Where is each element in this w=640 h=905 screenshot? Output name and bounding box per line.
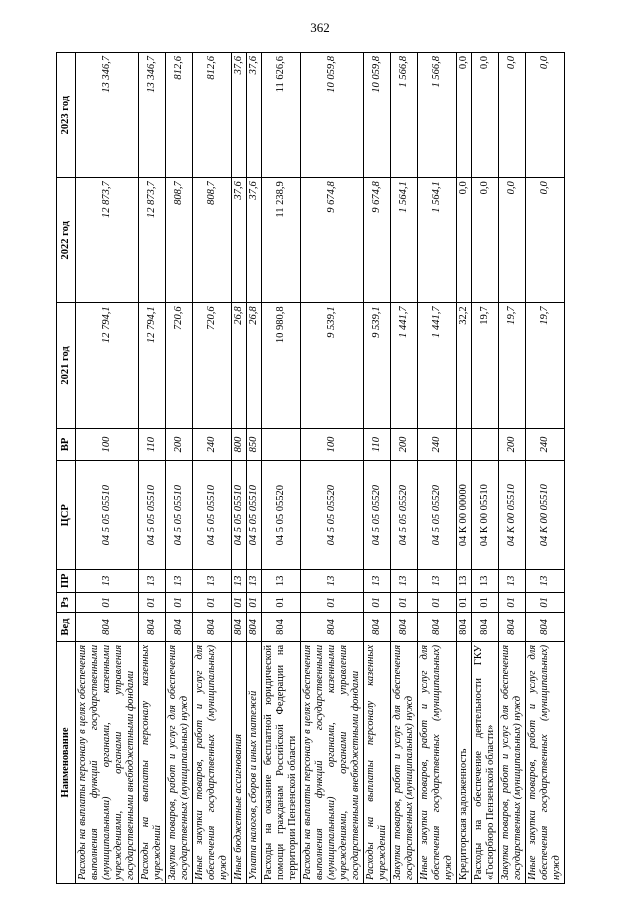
cell-vr: 800: [232, 428, 247, 461]
cell-vr: 240: [526, 428, 565, 461]
header-name: Наименование: [57, 641, 76, 883]
table-row: [364, 53, 391, 884]
cell-2023: 812,6: [166, 53, 193, 178]
cell-rz: 01: [301, 592, 364, 613]
cell-ved: 804: [472, 613, 499, 642]
table-row: [391, 53, 418, 884]
cell-2022: 9 674,8: [364, 178, 391, 303]
cell-ved: 804: [247, 613, 262, 642]
cell-pr: 13: [193, 570, 232, 593]
table-row: [526, 53, 565, 884]
cell-csr: 04 5 05 05520: [301, 461, 364, 570]
cell-rz: 01: [472, 592, 499, 613]
cell-pr: 13: [247, 570, 262, 593]
cell-name: Кредиторская задолженность: [457, 641, 472, 883]
cell-2021: 9 539,1: [301, 303, 364, 428]
cell-2022: 9 674,8: [301, 178, 364, 303]
header-ved: Вед: [57, 613, 76, 642]
cell-2023: 1 566,8: [418, 53, 457, 178]
cell-pr: 13: [166, 570, 193, 593]
budget-table: [56, 52, 565, 884]
cell-2022: 11 238,9: [262, 178, 301, 303]
cell-vr: 100: [76, 428, 139, 461]
cell-2022: 1 564,1: [391, 178, 418, 303]
cell-rz: 01: [166, 592, 193, 613]
cell-2023: 13 346,7: [139, 53, 166, 178]
cell-csr: 04 5 05 05520: [391, 461, 418, 570]
cell-csr: 04 5 05 05510: [193, 461, 232, 570]
cell-pr: 13: [76, 570, 139, 593]
cell-rz: 01: [457, 592, 472, 613]
cell-ved: 804: [166, 613, 193, 642]
cell-pr: 13: [139, 570, 166, 593]
cell-pr: 13: [301, 570, 364, 593]
cell-pr: 13: [472, 570, 499, 593]
cell-2021: 19,7: [526, 303, 565, 428]
cell-pr: 13: [364, 570, 391, 593]
cell-2023: 0,0: [457, 53, 472, 178]
cell-rz: 01: [364, 592, 391, 613]
cell-csr: 04 5 05 05520: [418, 461, 457, 570]
cell-name: Иные бюджетные ассигнования: [232, 641, 247, 883]
cell-name: Расходы на выплаты персоналу в целях обеспечения выполнения функций государственными (муниципальными) органами, казенными учреждениями, органами управления государственными внебюджетными фондами: [301, 641, 364, 883]
cell-2021: 26,8: [232, 303, 247, 428]
cell-2023: 10 059,8: [364, 53, 391, 178]
table-row: [301, 53, 364, 884]
cell-rz: 01: [391, 592, 418, 613]
cell-ved: 804: [76, 613, 139, 642]
cell-name: Расходы на выплаты персоналу в целях обеспечения выполнения функций государственными (муниципальными) органами, казенными учреждениями, органами управления государственными внебюджетными фондами: [76, 641, 139, 883]
cell-ved: 804: [418, 613, 457, 642]
cell-ved: 804: [457, 613, 472, 642]
rotated-table-container: [56, 52, 584, 884]
cell-rz: 01: [262, 592, 301, 613]
cell-name: Иные закупки товаров, работ и услуг для обеспечения государственных (муниципальных) нужд: [193, 641, 232, 883]
cell-2023: 0,0: [472, 53, 499, 178]
cell-pr: 13: [457, 570, 472, 593]
cell-2022: 12 873,7: [139, 178, 166, 303]
table-row: [457, 53, 472, 884]
cell-csr: 04 К 00 05510: [526, 461, 565, 570]
cell-vr: 240: [418, 428, 457, 461]
cell-ved: 804: [301, 613, 364, 642]
table-row: [418, 53, 457, 884]
header-2022: 2022 год: [57, 178, 76, 303]
cell-2023: 1 566,8: [391, 53, 418, 178]
cell-2021: 720,6: [166, 303, 193, 428]
cell-2023: 13 346,7: [76, 53, 139, 178]
cell-2021: 720,6: [193, 303, 232, 428]
cell-vr: 200: [391, 428, 418, 461]
cell-rz: 01: [76, 592, 139, 613]
cell-vr: 100: [301, 428, 364, 461]
cell-ved: 804: [262, 613, 301, 642]
table-row: [232, 53, 247, 884]
cell-ved: 804: [499, 613, 526, 642]
header-rz: Рз: [57, 592, 76, 613]
cell-2022: 0,0: [472, 178, 499, 303]
table-row: [76, 53, 139, 884]
cell-csr: 04 5 05 05510: [139, 461, 166, 570]
cell-pr: 13: [391, 570, 418, 593]
cell-ved: 804: [139, 613, 166, 642]
cell-2021: 26,8: [247, 303, 262, 428]
cell-2021: 32,2: [457, 303, 472, 428]
cell-rz: 01: [247, 592, 262, 613]
cell-vr: 110: [139, 428, 166, 461]
cell-csr: 04 5 05 05520: [262, 461, 301, 570]
cell-vr: [262, 428, 301, 461]
cell-rz: 01: [193, 592, 232, 613]
header-vr: ВР: [57, 428, 76, 461]
cell-2023: 11 626,6: [262, 53, 301, 178]
cell-2023: 0,0: [499, 53, 526, 178]
cell-2022: 37,6: [247, 178, 262, 303]
cell-vr: 200: [166, 428, 193, 461]
cell-2023: 10 059,8: [301, 53, 364, 178]
cell-vr: [457, 428, 472, 461]
cell-csr: 04 5 05 05510: [166, 461, 193, 570]
cell-2022: 1 564,1: [418, 178, 457, 303]
cell-name: Иные закупки товаров, работ и услуг для обеспечения государственных (муниципальных) нужд: [418, 641, 457, 883]
cell-name: Закупка товаров, работ и услуг для обеспечения государственных (муниципальных) нужд: [499, 641, 526, 883]
header-2023: 2023 год: [57, 53, 76, 178]
cell-2022: 37,6: [232, 178, 247, 303]
cell-vr: [472, 428, 499, 461]
cell-csr: 04 К 00 00000: [457, 461, 472, 570]
cell-name: Расходы на обеспечение деятельности ГКУ «Госюрбюро Пензенской области»: [472, 641, 499, 883]
cell-2023: 37,6: [247, 53, 262, 178]
cell-csr: 04 5 05 05520: [364, 461, 391, 570]
cell-2021: 12 794,1: [76, 303, 139, 428]
cell-2022: 808,7: [166, 178, 193, 303]
cell-name: Расходы на выплаты персоналу казенных учреждений: [139, 641, 166, 883]
cell-2021: 10 980,8: [262, 303, 301, 428]
cell-2021: 19,7: [472, 303, 499, 428]
header-2021: 2021 год: [57, 303, 76, 428]
cell-ved: 804: [232, 613, 247, 642]
table-header-row: [57, 53, 76, 884]
cell-name: Закупка товаров, работ и услуг для обеспечения государственных (муниципальных) нужд: [166, 641, 193, 883]
cell-pr: 13: [499, 570, 526, 593]
cell-pr: 13: [418, 570, 457, 593]
header-pr: ПР: [57, 570, 76, 593]
table-row: [499, 53, 526, 884]
table-row: [247, 53, 262, 884]
page-number: 362: [310, 20, 330, 35]
table-row: [262, 53, 301, 884]
header-csr: ЦСР: [57, 461, 76, 570]
cell-name: Иные закупки товаров, работ и услуг для обеспечения государственных (муниципальных) нужд: [526, 641, 565, 883]
cell-pr: 13: [526, 570, 565, 593]
cell-rz: 01: [232, 592, 247, 613]
cell-csr: 04 5 05 05510: [232, 461, 247, 570]
cell-vr: 200: [499, 428, 526, 461]
cell-name: Уплата налогов, сборов и иных платежей: [247, 641, 262, 883]
cell-ved: 804: [391, 613, 418, 642]
cell-2021: 12 794,1: [139, 303, 166, 428]
cell-ved: 804: [364, 613, 391, 642]
cell-csr: 04 5 05 05510: [247, 461, 262, 570]
cell-rz: 01: [418, 592, 457, 613]
cell-csr: 04 5 05 05510: [76, 461, 139, 570]
table-row: [166, 53, 193, 884]
table-row: [193, 53, 232, 884]
cell-rz: 01: [139, 592, 166, 613]
cell-2023: 0,0: [526, 53, 565, 178]
cell-2023: 812,6: [193, 53, 232, 178]
cell-ved: 804: [526, 613, 565, 642]
cell-vr: 240: [193, 428, 232, 461]
cell-pr: 13: [262, 570, 301, 593]
cell-pr: 13: [232, 570, 247, 593]
table-row: [139, 53, 166, 884]
cell-2022: 0,0: [457, 178, 472, 303]
cell-name: Расходы на оказание бесплатной юридической помощи гражданам Российской Федерации на территории Пензенской области: [262, 641, 301, 883]
cell-2021: 1 441,7: [391, 303, 418, 428]
cell-ved: 804: [193, 613, 232, 642]
cell-2022: 12 873,7: [76, 178, 139, 303]
table-row: [472, 53, 499, 884]
cell-2022: 808,7: [193, 178, 232, 303]
cell-2021: 19,7: [499, 303, 526, 428]
cell-2023: 37,6: [232, 53, 247, 178]
cell-2021: 9 539,1: [364, 303, 391, 428]
cell-csr: 04 К 00 05510: [472, 461, 499, 570]
cell-name: Закупка товаров, работ и услуг для обеспечения государственных (муниципальных) нужд: [391, 641, 418, 883]
cell-csr: 04 К 00 05510: [499, 461, 526, 570]
cell-vr: 110: [364, 428, 391, 461]
cell-2021: 1 441,7: [418, 303, 457, 428]
cell-rz: 01: [526, 592, 565, 613]
rotated-page-content: [56, 52, 584, 884]
cell-vr: 850: [247, 428, 262, 461]
cell-2022: 0,0: [526, 178, 565, 303]
cell-name: Расходы на выплаты персоналу казенных учреждений: [364, 641, 391, 883]
cell-2022: 0,0: [499, 178, 526, 303]
cell-rz: 01: [499, 592, 526, 613]
